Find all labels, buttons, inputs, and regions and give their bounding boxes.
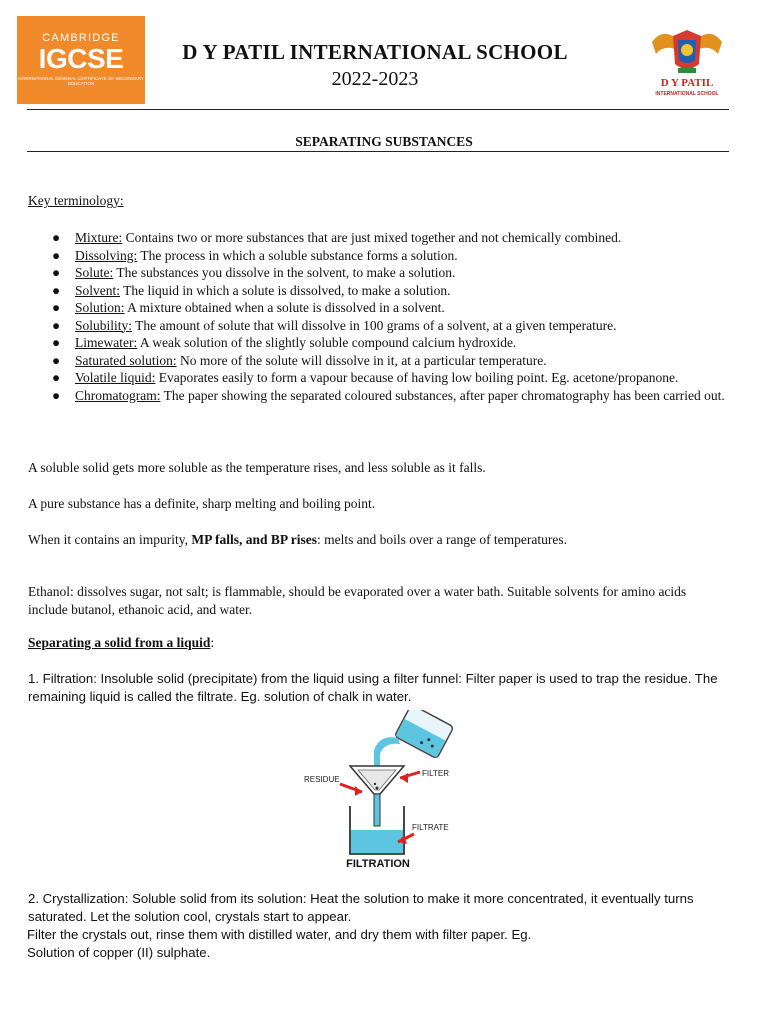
bullet-icon: ●: [52, 352, 61, 368]
paragraph-crystallization: 2. Crystallization: Soluble solid from its solution: Heat the solution to make it more concentrated, it eventually turns saturated. Let the solution cool, crystals start to appear.: [28, 891, 694, 924]
bullet-icon: ●: [52, 230, 61, 245]
bullet-icon: ●: [52, 247, 61, 263]
school-crest-icon: [648, 24, 726, 102]
definition: Contains two or more substances that are just mixed together and not chemically combined.: [122, 230, 622, 245]
list-item: [50, 247, 730, 265]
term: Solvent:: [75, 282, 121, 298]
list-item: [50, 229, 730, 247]
list-item: [50, 317, 730, 335]
bullet-icon: ●: [52, 335, 61, 350]
term: Mixture:: [75, 230, 123, 245]
impurity-text-after: : melts and boils over a range of temperatures.: [316, 532, 568, 547]
bullet-icon: ●: [52, 317, 61, 333]
header-rule-top: [27, 109, 729, 110]
term: Solubility:: [75, 317, 133, 333]
section-heading: [28, 634, 728, 652]
term: Solution:: [75, 300, 125, 315]
logo-cambridge-text: CAMBRIDGE: [42, 32, 120, 44]
filtration-diagram: [300, 710, 462, 870]
list-item: [50, 387, 730, 405]
definition: No more of the solute will dissolve in it, at a particular temperature.: [176, 352, 547, 368]
academic-year: 2022-2023: [331, 68, 419, 90]
list-item: [50, 369, 730, 387]
bullet-icon: ●: [52, 370, 61, 385]
crest-name-text: D Y PATIL: [660, 77, 714, 89]
terms-list: [50, 229, 730, 404]
paragraph-pure-substance: A pure substance has a definite, sharp melting and boiling point.: [28, 496, 376, 511]
definition: The amount of solute that will dissolve in 100 grams of a solvent, at a given temperature.: [132, 317, 617, 333]
label-residue: RESIDUE: [304, 775, 340, 784]
paragraph-solubility: A soluble solid gets more soluble as the temperature rises, and less soluble as it falls.: [28, 460, 486, 475]
paragraph-crystallization-filter: Filter the crystals out, rinse them with distilled water, and dry them with filter paper. Eg.: [27, 927, 532, 942]
page-title: SEPARATING SUBSTANCES: [295, 134, 473, 149]
term: Saturated solution:: [75, 352, 177, 368]
bullet-icon: ●: [52, 265, 61, 280]
bullet-icon: ●: [52, 387, 61, 403]
term: Solute:: [75, 265, 114, 280]
bullet-icon: ●: [52, 282, 61, 298]
label-filtrate: FILTRATE: [412, 823, 449, 832]
igcse-logo: [17, 16, 145, 104]
definition: The paper showing the separated coloured substances, after paper chromatography has been carried out.: [160, 387, 725, 403]
section-heading-suffix: :: [210, 635, 215, 650]
term: Limewater:: [75, 335, 138, 350]
paragraph-crystallization-example: Solution of copper (II) sulphate.: [27, 945, 211, 960]
paragraph-filtration: 1. Filtration: Insoluble solid (precipitate) from the liquid using a filter funnel: Filter paper is used to trap the residue. The remaining liquid is called the filtrate. Eg. solution of chalk in water.: [28, 671, 718, 704]
list-item: [50, 352, 730, 370]
definition: Evaporates easily to form a vapour because of having low boiling point. Eg. acetone/propanone.: [155, 370, 679, 385]
definition: The liquid in which a solute is dissolved, to make a solution.: [120, 282, 451, 298]
label-filter: FILTER: [422, 769, 449, 778]
impurity-bold-text: MP falls, and BP rises: [191, 532, 317, 547]
key-terminology-heading: Key terminology:: [28, 193, 124, 208]
term: Dissolving:: [75, 247, 138, 263]
logo-igcse-text: IGCSE: [38, 43, 124, 74]
figure-caption: FILTRATION: [346, 858, 410, 870]
section-heading-text: Separating a solid from a liquid: [28, 635, 211, 650]
definition: A weak solution of the slightly soluble compound calcium hydroxide.: [137, 335, 517, 350]
term: Volatile liquid:: [75, 370, 156, 385]
impurity-text-before: When it contains an impurity,: [28, 532, 192, 547]
logo-subtitle-text: INTERNATIONAL GENERAL CERTIFICATE OF SECONDARY EDUCATION: [18, 76, 144, 86]
definition: The substances you dissolve in the solvent, to make a solution.: [113, 265, 456, 280]
definition: The process in which a soluble substance forms a solution.: [137, 247, 458, 263]
paragraph-ethanol: Ethanol: dissolves sugar, not salt; is flammable, should be evaporated over a water bath. Suitable solvents for amino acids include butanol, ethanoic acid, and water.: [28, 584, 687, 617]
bullet-icon: ●: [52, 300, 61, 315]
list-item: [50, 282, 730, 300]
crest-subtitle-text: INTERNATIONAL SCHOOL: [655, 91, 719, 97]
school-name: D Y PATIL INTERNATIONAL SCHOOL: [182, 40, 568, 64]
term: Chromatogram:: [75, 387, 161, 403]
header-rule-bottom: [27, 151, 729, 152]
list-item: [50, 264, 730, 282]
list-item: [50, 299, 730, 317]
definition: A mixture obtained when a solute is dissolved in a solvent.: [124, 300, 445, 315]
paragraph-impurity: [28, 531, 728, 549]
list-item: [50, 334, 730, 352]
